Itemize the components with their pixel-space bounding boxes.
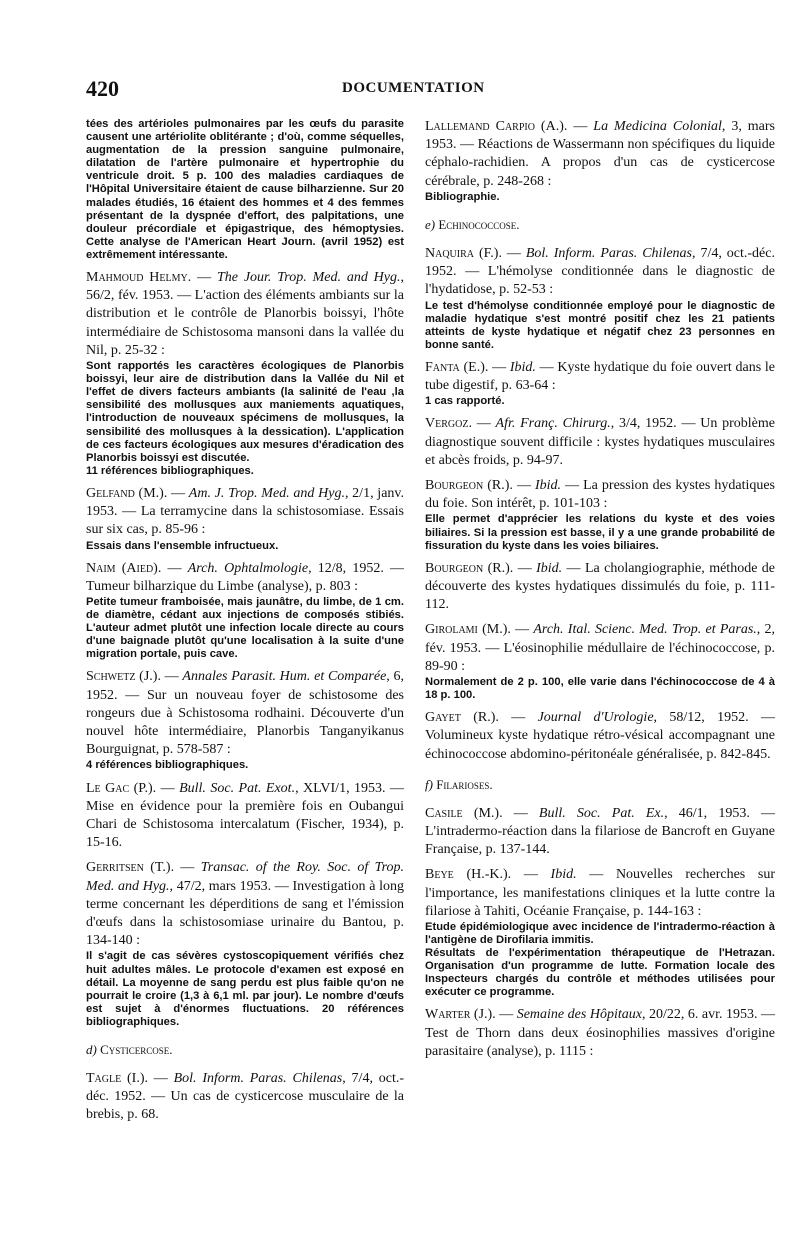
citation-entry <box>86 560 404 596</box>
citation-journal: Ibid. <box>536 560 563 576</box>
citation-dash: — <box>148 1070 174 1086</box>
citation-dash: — <box>512 478 535 493</box>
citation-entry <box>86 269 404 360</box>
citation-journal: Am. J. Trop. Med. and Hyg. <box>188 485 345 501</box>
citation-details: , 2/1, janv. 1953. — La terramycine dans la schistosomiase. Essais sur six cas, p. 85-96 : <box>86 485 404 538</box>
citation-author: Schwetz (J.). <box>86 669 161 685</box>
citation-entry <box>425 621 775 676</box>
citation-entry <box>425 805 775 860</box>
citation-author: Naquira (F.). <box>425 245 502 261</box>
citation-journal: La Medicina Colonial <box>593 119 722 134</box>
citation-entry <box>86 1070 404 1125</box>
abstract-text: Résultats de l'expérimentation thérapeutique de l'Hetrazan. Organisation d'un programme de lutte. Formation locale des Inspecteurs chargés du contrôle et méthodes utilisées pour exécuter ce programme. <box>425 947 775 999</box>
citation-journal: Bol. Inform. Paras. Chilenas <box>525 245 692 261</box>
citation-journal: Journal d'Urologie <box>537 710 654 726</box>
citation-details: , 2, fév. 1953. — L'éosinophilie médullaire de l'échinococcose, p. 89-90 : <box>425 622 776 674</box>
citation-dash: — <box>471 416 496 432</box>
citation-dash: — <box>498 710 538 726</box>
citation-dash: — <box>161 560 188 576</box>
citation-details: — Kyste hydatique du foie ouvert dans le tube digestif, p. 63-64 : <box>425 359 775 394</box>
citation-author: Vergoz. <box>425 416 472 432</box>
abstract-text: 4 références bibliographiques. <box>86 759 249 772</box>
citation-journal: Bull. Soc. Pat. Exot. <box>179 780 296 796</box>
citation-journal: Ibid. <box>535 478 562 493</box>
abstract-text: Il s'agit de cas sévères cystoscopiquement vérifiés chez huit adultes mâles. Le protocole d'examen est exposé en détail. La moyenne de sang perdu est plus faible qu'on ne pourrait le croire (1,3 à 6,1 ml. par jour). Le nombre d'œufs est sujet à d'énormes fluctuations. 20 références bibliographiques. <box>86 950 404 1028</box>
citation-journal: Transac. of the Roy. Soc. of Trop. Med. and Hyg. <box>86 860 405 894</box>
citation-dash: — <box>511 867 551 883</box>
citation-author: Mahmoud Helmy. <box>86 270 192 286</box>
citation-dash: — <box>488 359 510 375</box>
citation-author: Gayet (R.). <box>425 710 499 726</box>
citation-entry <box>86 780 404 853</box>
citation-journal: The Jour. Trop. Med. and Hyg. <box>216 270 401 286</box>
citation-dash: — <box>501 245 526 261</box>
citation-details: , XLVI/1, 1953. — Mise en évidence pour la première fois en Oubangui Chari de Schistosoma intercalatum (Fischer, 1934), p. 15-16. <box>86 780 404 851</box>
citation-author: Bourgeon (R.). <box>425 560 514 576</box>
citation-entry <box>86 859 404 950</box>
citation-details: , 46/1, 1953. — L'intradermo-réaction dans la filariose de Bancroft en Guyane Française, p. 137-144. <box>425 805 775 858</box>
citation-author: Warter (J.). <box>425 1007 496 1023</box>
citation-journal: Annales Parasit. Hum. et Comparée <box>182 669 387 685</box>
citation-author: Casile (M.). <box>425 805 503 821</box>
citation-author: Naim (Aied). <box>86 560 162 576</box>
right-column <box>425 118 775 1061</box>
citation-entry <box>425 118 775 191</box>
citation-entry <box>86 485 404 540</box>
citation-entry <box>425 245 775 300</box>
citation-details: , 20/22, 6. avr. 1953. — Test de Thorn dans deux éosinophilies massives d'origine parasitaire (analyse), p. 1115 : <box>425 1007 775 1059</box>
citation-details: , 58/12, 1952. — Volumineux kyste hydatique rétro-vésical accompagnant une échinococcose abdomino-péritonéale généralisée, p. 842-845. <box>425 710 775 762</box>
section-label: f) <box>425 776 437 792</box>
abstract-text: 11 références bibliographiques. <box>86 464 254 477</box>
citation-author: Fanta (E.). <box>425 359 489 375</box>
abstract-text: Petite tumeur framboisée, mais jaunâtre, du limbe, de 1 cm. de diamètre, cédant aux injections de composés stibiés. L'auteur admet plutôt une infection locale directe au cours d'une baignade plutôt qu'une localisation à la suite d'une migration portale, puis cave. <box>86 596 404 661</box>
citation-dash: — <box>567 119 594 134</box>
citation-journal: Arch. Ital. Scienc. Med. Trop. et Paras. <box>533 622 757 638</box>
citation-dash: — <box>174 860 201 876</box>
abstract-text: 1 cas rapporté. <box>425 395 505 408</box>
citation-dash: — <box>156 780 180 796</box>
citation-author: Lallemand Carpio (A.). <box>425 119 568 134</box>
section-heading <box>425 776 775 793</box>
citation-dash: — <box>160 669 183 685</box>
citation-journal: Afr. Franç. Chirurg. <box>495 416 611 432</box>
citation-journal: Ibid. <box>550 867 577 883</box>
running-head: DOCUMENTATION <box>342 80 485 96</box>
citation-details: , 6, 1952. — Sur un nouveau foyer de schistosome des rongeurs due à Schistosoma rodhaini. Découverte d'un nouvel hôte intermédiaire, Planorbis Tanganyikanus Bourguignat, p. 578-587 : <box>86 669 405 758</box>
section-heading <box>425 216 775 233</box>
citation-journal: Bull. Soc. Pat. Ex. <box>538 805 665 821</box>
citation-journal: Ibid. <box>509 359 536 375</box>
citation-details: , 12/8, 1952. — Tumeur bilharzique du Limbe (analyse), p. 803 : <box>86 560 405 594</box>
citation-entry <box>425 359 775 395</box>
citation-dash: — <box>513 560 537 576</box>
citation-details: , 7/4, oct.-déc. 1952. — Un cas de cysticercose musculaire de la brebis, p. 68. <box>86 1070 405 1123</box>
citation-entry <box>86 668 404 759</box>
abstract-text: Sont rapportés les caractères écologiques de Planorbis boissyi, leur aire de distribution dans la Vallée du Nil et l'effet de divers facteurs ambiants (la salinité de l'eau ,la sensibilité des mollusques aux maniements aquatiques, l'introduction de nouveaux spécimens de mollusques, la sensibilité des mollusques à la dessication). L'application de ces facteurs écologiques aux mesures d'éradication des Planorbis boissyi est discutée. <box>86 360 404 464</box>
citation-details: , 7/4, oct.-déc. 1952. — L'hémolyse conditionnée dans le diagnostic de l'hydatidose, p. 52-53 : <box>425 245 775 298</box>
citation-entry <box>425 709 775 764</box>
citation-details: , 3, mars 1953. — Réactions de Wassermann non spécifiques du liquide céphalo-rachidien. A propos d'un cas de cysticercose cérébrale, p. 248-268 : <box>425 119 776 189</box>
citation-author: Bourgeon (R.). <box>425 478 513 493</box>
citation-details: — Nouvelles recherches sur l'importance, les manifestations cliniques et la lutte contre la filariose à Tahiti, Océanie Française, p. 144-163 : <box>425 867 776 919</box>
citation-dash: — <box>167 485 189 501</box>
abstract-text: Essais dans l'ensemble infructueux. <box>86 539 279 552</box>
citation-entry <box>425 560 775 615</box>
citation-entry <box>425 1006 775 1061</box>
citation-author: Tagle (I.). <box>86 1070 148 1086</box>
abstract-text: Normalement de 2 p. 100, elle varie dans l'échinococcose de 4 à 18 p. 100. <box>425 675 775 701</box>
citation-dash: — <box>510 622 534 638</box>
citation-author: Beye (H.-K.). <box>425 867 512 883</box>
citation-entry <box>425 415 775 470</box>
citation-author: Gerritsen (T.). <box>86 860 175 876</box>
section-name: Cysticercose. <box>100 1041 173 1057</box>
abstract-text: Elle permet d'apprécier les relations du kyste et des voies biliaires. Si la pression est basse, il y a une grande probabilité de fissuration du kyste dans les voies biliaires. <box>425 513 775 552</box>
abstract-text: Bibliographie. <box>425 190 500 203</box>
citation-journal: Bol. Inform. Paras. Chilenas <box>173 1070 343 1086</box>
abstract-text: tées des artérioles pulmonaires par les œufs du parasite causent une artériolite oblitérante ; d'où, comme séquelles, augmentation de la pression sanguine pulmonaire, dilatation de l'artère pulmonaire et hypertrophie du ventricule droit. 5 p. 100 des maladies cardiaques de l'Hôpital Universitaire étaient de cause bilharzienne. Sur 20 malades étudiés, 16 étaient des hommes et 4 des femmes présentant de la dyspnée d'effort, des palpitations, une douleur précordiale et épigastrique, des hémoptysies. Cette analyse de l'American Heart Journ. (avril 1952) est extrêmement intéressante. <box>86 118 404 261</box>
abstract-text: Etude épidémiologique avec incidence de l'intradermo-réaction à l'antigène de Dirofilaria immitis. <box>425 920 775 947</box>
citation-author: Gelfand (M.). <box>86 485 168 501</box>
citation-journal: Semaine des Hôpitaux <box>516 1007 642 1023</box>
citation-author: Le Gac (P.). <box>86 780 157 796</box>
section-name: Filarioses. <box>436 776 493 792</box>
citation-details: — La cholangiographie, méthode de découverte des kystes hydatiques dissimulés du foie, p. 111-112. <box>425 560 776 613</box>
citation-journal: Arch. Ophtalmologie <box>187 560 309 576</box>
citation-author: Girolami (M.). <box>425 622 511 638</box>
abstract-text: Le test d'hémolyse conditionnée employé pour le diagnostic de maladie hydatique s'est montré positif chez les 21 patients atteints de kyste hydatique et négatif chez 23 personnes en bonne santé. <box>425 299 775 351</box>
citation-details: , 47/2, mars 1953. — Investigation à long terme concernant les déperditions de sang et l'émission d'œufs dans la schistosomiase urinaire du Bantou, p. 134-140 : <box>86 878 404 949</box>
citation-details: , 3/4, 1952. — Un problème diagnostique souvent difficile : kystes hydatiques musculaires et abcès froids, p. 94-97. <box>425 416 776 468</box>
citation-entry <box>425 477 775 513</box>
citation-dash: — <box>502 805 539 821</box>
section-label: e) <box>425 216 439 232</box>
page-number: 420 <box>86 76 119 101</box>
citation-dash: — <box>191 270 217 286</box>
section-heading <box>86 1041 404 1058</box>
citation-details: , 56/2, fév. 1953. — L'action des éléments ambiants sur la distribution et le contrôle de Planorbis boissyi, l'hôte intermédiaire de Schistosoma mansoni dans la vallée du Nil, p. 25-32 : <box>86 270 404 358</box>
section-label: d) <box>86 1041 101 1057</box>
citation-entry <box>425 866 775 921</box>
citation-dash: — <box>495 1007 517 1023</box>
section-name: Echinococcose. <box>438 216 520 232</box>
left-column <box>86 118 404 1125</box>
citation-details: — La pression des kystes hydatiques du foie. Son intérêt, p. 101-103 : <box>425 478 776 512</box>
